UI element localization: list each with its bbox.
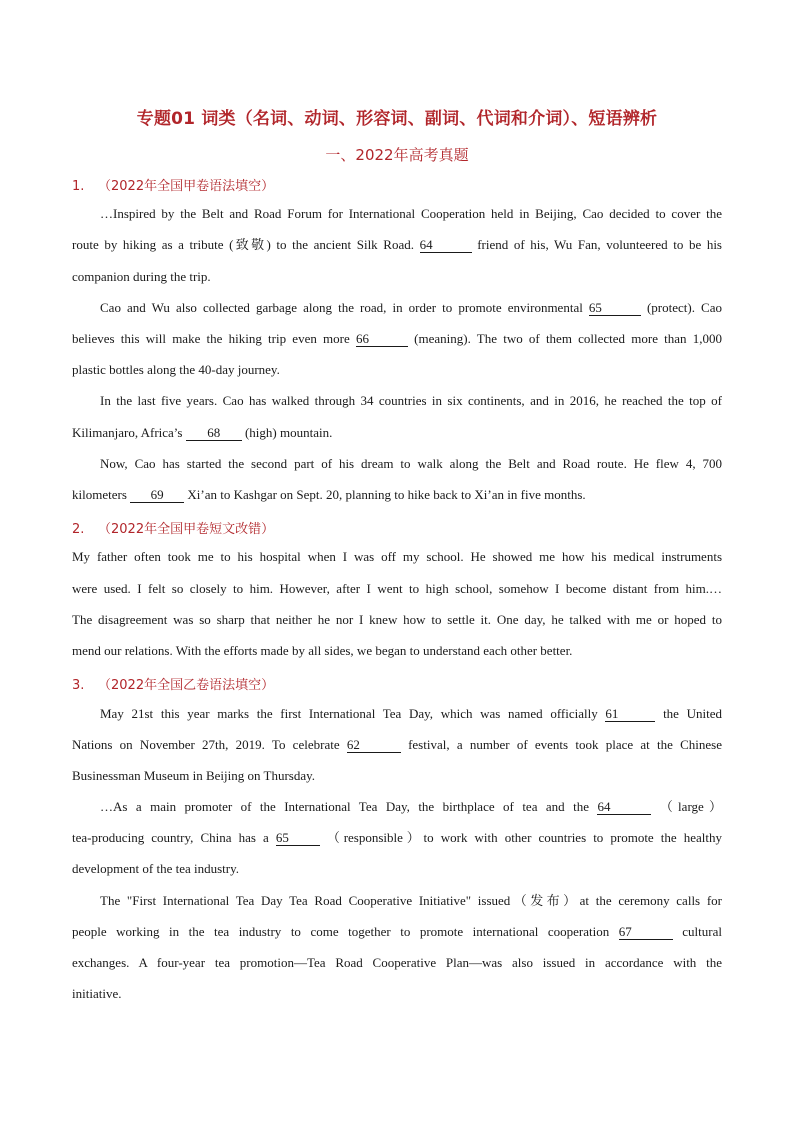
answer-blank-65-tea[interactable]: 65 <box>276 831 320 846</box>
q3-line: initiative. <box>72 986 122 1001</box>
text-span: kilometers <box>72 487 131 502</box>
text-span: people working in the tea industry to come together to promote international cooperation <box>72 924 619 939</box>
q3-line: exchanges. A four-year tea promotion—Tea Road Cooperative Plan—was also issued in accordance with the <box>72 955 722 970</box>
q2-line: were used. I felt so closely to him. However, after I went to high school, somehow I become distant from him.… <box>72 581 722 596</box>
q2-line: My father often took me to his hospital when I was off my school. He showed me how his medical instruments <box>72 549 722 564</box>
answer-blank-69[interactable]: 69 <box>130 488 184 503</box>
q1-line: …Inspired by the Belt and Road Forum for International Cooperation held in Beijing, Cao decided to cover the <box>100 206 722 221</box>
answer-blank-61[interactable]: 61 <box>605 707 655 722</box>
page-title: 专题01 词类（名词、动词、形容词、副词、代词和介词）、短语辨析 <box>136 109 658 129</box>
text-span: Cao and Wu also collected garbage along the road, in order to promote environmental <box>100 300 589 315</box>
q2-line: The disagreement was so sharp that neither he nor I knew how to settle it. One day, he talked with me or hoped to <box>72 612 722 627</box>
text-span: believes this will make the hiking trip even more <box>72 331 356 346</box>
text-span: （large） <box>651 799 722 814</box>
q3-line: development of the tea industry. <box>72 861 240 876</box>
q3-line <box>72 737 722 753</box>
text-span: Kilimanjaro, Africa’s <box>72 425 186 440</box>
question-1-header <box>72 175 274 194</box>
q3-line <box>72 830 722 846</box>
answer-blank-62[interactable]: 62 <box>347 738 401 753</box>
answer-blank-64-tea[interactable]: 64 <box>597 800 651 815</box>
q1-line: Now, Cao has started the second part of his dream to walk along the Belt and Road route. He flew 4, 700 <box>100 456 722 471</box>
text-span: Nations on November 27th, 2019. To celebrate <box>72 737 347 752</box>
text-span: cultural <box>672 924 722 939</box>
q1-line: companion during the trip. <box>72 269 211 284</box>
q1-line: plastic bottles along the 40-day journey. <box>72 362 280 377</box>
question-number: 3. <box>72 678 85 693</box>
text-span: the United <box>655 706 722 721</box>
q3-line: Businessman Museum in Beijing on Thursday. <box>72 768 316 783</box>
answer-blank-64[interactable]: 64 <box>420 238 472 253</box>
text-span: （responsible）to work with other countries to promote the healthy <box>319 830 722 845</box>
q1-line <box>72 331 722 347</box>
question-source: （2022年全国甲卷短文改错） <box>98 522 275 537</box>
question-number: 1. <box>72 179 85 194</box>
answer-blank-68[interactable]: 68 <box>186 426 242 441</box>
answer-blank-66[interactable]: 66 <box>356 332 408 347</box>
text-span: May 21st this year marks the first International Tea Day, which was named officially <box>100 706 606 721</box>
section-heading: 一、2022年高考真题 <box>325 146 469 164</box>
text-span: tea-producing country, China has a <box>72 830 276 845</box>
text-span: Xi’an to Kashgar on Sept. 20, planning to hike back to Xi’an in five months. <box>184 487 586 502</box>
q2-line: mend our relations. With the efforts made by all sides, we began to understand each other better. <box>72 643 573 658</box>
text-span: (protect). Cao <box>640 300 722 315</box>
answer-blank-65[interactable]: 65 <box>589 301 641 316</box>
q1-line <box>72 487 722 503</box>
q1-line <box>72 425 722 441</box>
text-span: festival, a number of events took place at the Chinese <box>400 737 723 752</box>
q1-line <box>72 237 722 253</box>
question-2-header <box>72 518 274 537</box>
text-span: (meaning). The two of them collected more than 1,000 <box>407 331 722 346</box>
text-span: friend of his, Wu Fan, volunteered to be his <box>471 237 722 252</box>
text-span: …As a main promoter of the International Tea Day, the birthplace of tea and the <box>100 799 598 814</box>
text-span: (high) mountain. <box>241 425 333 440</box>
q3-line: The "First International Tea Day Tea Road Cooperative Initiative" issued（发布）at the ceremony calls for <box>100 893 722 908</box>
answer-blank-67[interactable]: 67 <box>619 925 673 940</box>
q1-line <box>72 300 722 316</box>
question-source: （2022年全国乙卷语法填空） <box>98 678 275 693</box>
question-source: （2022年全国甲卷语法填空） <box>98 179 275 194</box>
q3-line <box>72 799 722 815</box>
q3-line <box>72 706 722 722</box>
question-number: 2. <box>72 522 85 537</box>
text-span: route by hiking as a tribute (致敬) to the ancient Silk Road. <box>72 237 420 252</box>
question-3-header <box>72 674 274 693</box>
q1-line: In the last five years. Cao has walked through 34 countries in six continents, and in 2016, he reached the top of <box>100 393 722 408</box>
q3-line <box>72 924 722 940</box>
